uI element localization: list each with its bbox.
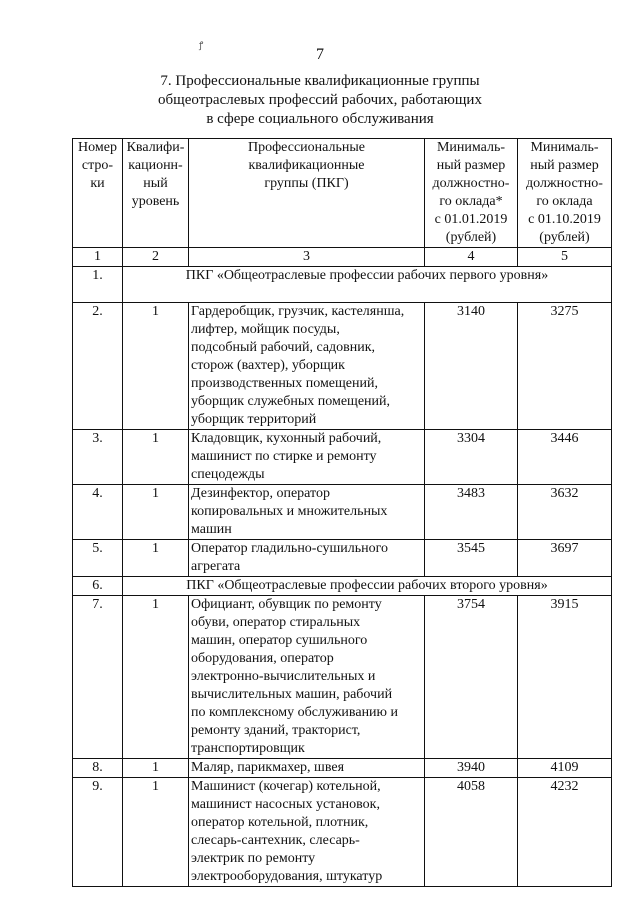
row-number: 1. (73, 267, 123, 303)
profession-line: Кладовщик, кухонный рабочий, (191, 431, 382, 446)
header-qualification-level (123, 139, 189, 248)
column-number: 2 (123, 248, 189, 267)
salary-2019-10: 3697 (518, 540, 612, 577)
profession-line: копировальных и множительных (191, 504, 388, 519)
qualification-level: 1 (123, 430, 189, 485)
profession-line: машин, оператор сушильного (191, 633, 368, 648)
column-number: 5 (518, 248, 612, 267)
header-salary-2019-10 (518, 139, 612, 248)
profession-line: электрооборудования, штукатур (191, 869, 383, 884)
profession-line: производственных помещений, (191, 376, 378, 391)
header-line: ки (90, 176, 105, 191)
group-title: ПКГ «Общеотраслевые профессии рабочих второго уровня» (123, 577, 612, 596)
salary-2019-01: 3140 (425, 303, 518, 430)
header-line: должностно- (432, 176, 510, 191)
column-number: 4 (425, 248, 518, 267)
row-number: 4. (73, 485, 123, 540)
profession-line: электронно-вычислительных и (191, 669, 376, 684)
profession-line: Гардеробщик, грузчик, кастелянша, (191, 304, 405, 319)
row-number: 6. (73, 577, 123, 596)
profession-line: ремонту зданий, тракторист, (191, 723, 361, 738)
header-line: с 01.10.2019 (528, 212, 601, 227)
salary-2019-10: 4232 (518, 778, 612, 887)
group-title: ПКГ «Общеотраслевые профессии рабочих первого уровня» (123, 267, 612, 303)
salary-2019-01: 3940 (425, 759, 518, 778)
group-row (73, 267, 612, 303)
header-line: (рублей) (539, 230, 590, 245)
qualification-level: 1 (123, 485, 189, 540)
profession-line: сторож (вахтер), уборщик (191, 358, 345, 373)
profession-line: электрик по ремонту (191, 851, 316, 866)
profession-line: оборудования, оператор (191, 651, 334, 666)
salary-2019-10: 3632 (518, 485, 612, 540)
row-number: 8. (73, 759, 123, 778)
row-number: 9. (73, 778, 123, 887)
table-row (73, 430, 612, 485)
table-row (73, 759, 612, 778)
table-row (73, 303, 612, 430)
salary-2019-01: 3304 (425, 430, 518, 485)
header-line: Номер (78, 140, 117, 155)
title-line: в сфере социального обслуживания (206, 111, 434, 127)
profession-line: Маляр, парикмахер, швея (191, 760, 345, 775)
salary-2019-01: 3545 (425, 540, 518, 577)
salary-2019-01: 3483 (425, 485, 518, 540)
salary-2019-10: 3915 (518, 596, 612, 759)
profession-list (189, 303, 425, 430)
profession-line: транспортировщик (191, 741, 305, 756)
column-number-row (73, 248, 612, 267)
group-row (73, 577, 612, 596)
header-salary-2019-01 (425, 139, 518, 248)
qualification-level: 1 (123, 540, 189, 577)
row-number: 2. (73, 303, 123, 430)
salary-table (72, 138, 612, 887)
profession-list (189, 485, 425, 540)
profession-line: машинист насосных установок, (191, 797, 380, 812)
column-number: 1 (73, 248, 123, 267)
row-number: 3. (73, 430, 123, 485)
profession-line: машин (191, 522, 232, 537)
profession-list (189, 759, 425, 778)
row-number: 7. (73, 596, 123, 759)
profession-line: уборщик территорий (191, 412, 317, 427)
profession-line: спецодежды (191, 467, 265, 482)
profession-line: Официант, обувщик по ремонту (191, 597, 382, 612)
header-line: группы (ПКГ) (264, 176, 349, 191)
table-header-row (73, 139, 612, 248)
header-line: го оклада (536, 194, 593, 209)
table-row (73, 778, 612, 887)
salary-2019-10: 3275 (518, 303, 612, 430)
qualification-level: 1 (123, 778, 189, 887)
profession-line: уборщик служебных помещений, (191, 394, 391, 409)
column-number: 3 (189, 248, 425, 267)
profession-line: по комплексному обслуживанию и (191, 705, 398, 720)
header-line: Минималь- (436, 140, 506, 155)
header-row-number (73, 139, 123, 248)
profession-list (189, 540, 425, 577)
qualification-level: 1 (123, 303, 189, 430)
header-line: Квалифи- (126, 140, 185, 155)
header-line: стро- (81, 158, 114, 173)
salary-2019-01: 4058 (425, 778, 518, 887)
header-professional-group (189, 139, 425, 248)
profession-list (189, 430, 425, 485)
profession-line: слесарь-сантехник, слесарь- (191, 833, 360, 848)
header-line: Профессиональные (248, 140, 365, 155)
profession-line: Оператор гладильно-сушильного (191, 541, 389, 556)
profession-list (189, 596, 425, 759)
section-title (0, 72, 640, 129)
salary-2019-10: 3446 (518, 430, 612, 485)
qualification-level: 1 (123, 759, 189, 778)
header-line: (рублей) (445, 230, 497, 245)
salary-2019-01: 3754 (425, 596, 518, 759)
header-line: квалификационные (248, 158, 365, 173)
profession-line: подсобный рабочий, садовник, (191, 340, 376, 355)
table-row (73, 596, 612, 759)
profession-line: агрегата (191, 559, 241, 574)
title-line: 7. Профессиональные квалификационные группы (160, 73, 480, 89)
header-line: ный размер (530, 158, 599, 173)
page-number: 7 (316, 46, 324, 63)
header-line: ный размер (436, 158, 506, 173)
profession-line: вычислительных машин, рабочий (191, 687, 393, 702)
title-line: общеотраслевых профессий рабочих, работающих (158, 92, 482, 108)
table-row (73, 485, 612, 540)
profession-line: машинист по стирке и ремонту (191, 449, 377, 464)
header-line: го оклада* (439, 194, 503, 209)
table-row (73, 540, 612, 577)
header-line: должностно- (526, 176, 603, 191)
header-line: уровень (131, 194, 180, 209)
header-line: Минималь- (530, 140, 599, 155)
salary-2019-10: 4109 (518, 759, 612, 778)
scan-speck: ꝭ (199, 40, 204, 50)
profession-line: Машинист (кочегар) котельной, (191, 779, 381, 794)
header-line: ный (143, 176, 168, 191)
profession-line: лифтер, мойщик посуды, (191, 322, 340, 337)
header-line: с 01.01.2019 (434, 212, 508, 227)
header-line: кационн- (128, 158, 183, 173)
profession-line: обуви, оператор стиральных (191, 615, 361, 630)
qualification-level: 1 (123, 596, 189, 759)
profession-line: оператор котельной, плотник, (191, 815, 369, 830)
profession-list (189, 778, 425, 887)
row-number: 5. (73, 540, 123, 577)
profession-line: Дезинфектор, оператор (191, 486, 330, 501)
